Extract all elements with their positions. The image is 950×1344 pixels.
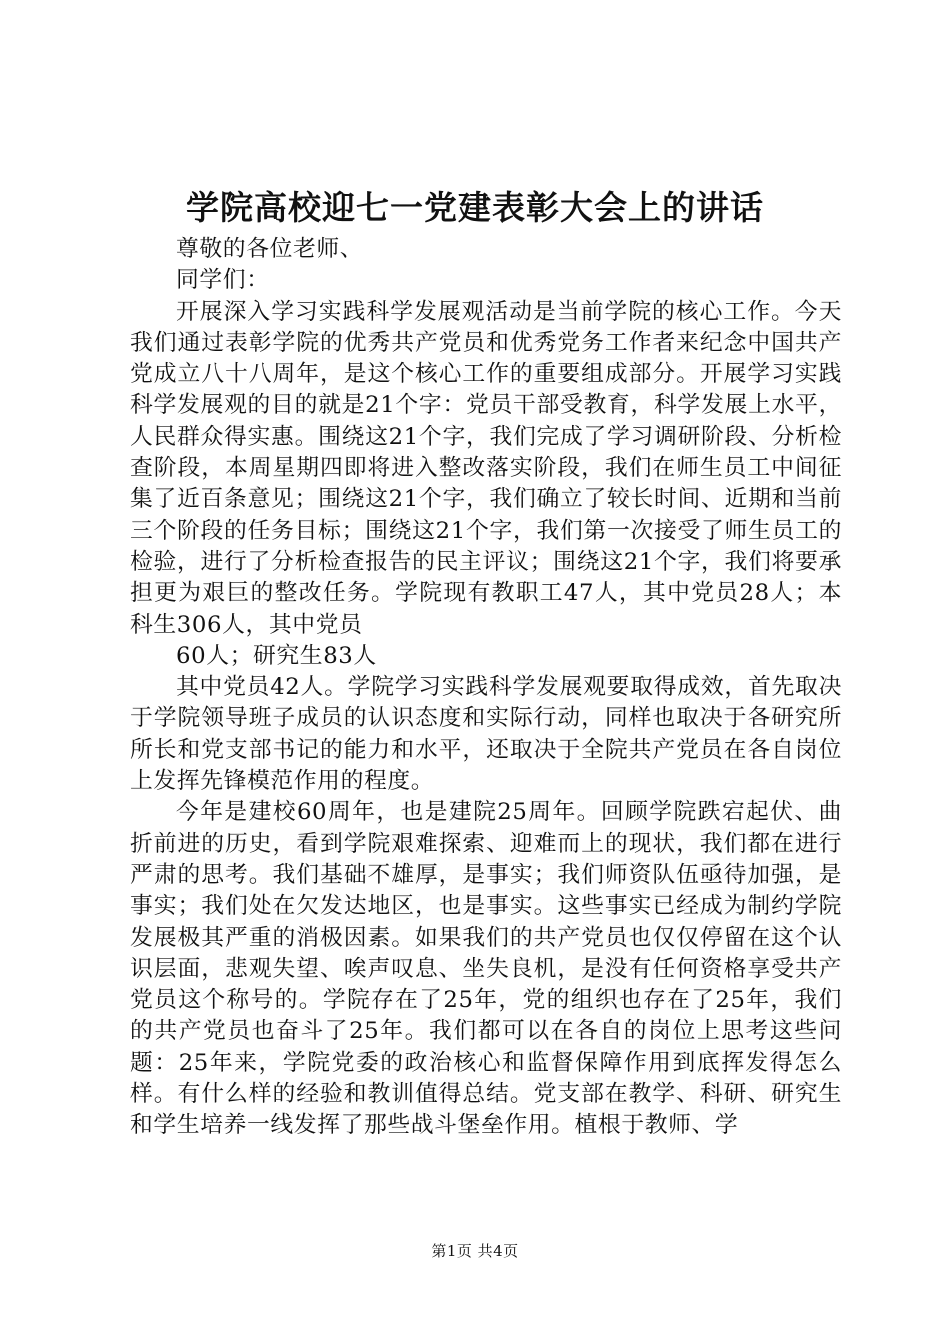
document-title: 学院高校迎七一党建表彰大会上的讲话 [186,188,764,227]
page-footer: 第1页 共4页 [431,1242,519,1260]
document-body [130,234,842,1142]
paragraph-2: 60人；研究生83人 [176,642,377,669]
paragraph-3: 其中党员42人。学院学习实践科学发展观要取得成效，首先取决于学院领导班子成员的认识态度和实际行动，同样也取决于各研究所所长和党支部书记的能力和水平，还取决于全院共产党员在各自岗位上发挥先锋模范作用的程度。 [130,674,842,795]
paragraph-1: 开展深入学习实践科学发展观活动是当前学院的核心工作。今天我们通过表彰学院的优秀共产党员和优秀党务工作者来纪念中国共产党成立八十八周年，是这个核心工作的重要组成部分。开展学习实践科学发展观的目的就是21个字：党员干部受教育，科学发展上水平，人民群众得实惠。围绕这21个字，我们完成了学习调研阶段、分析检查阶段，本周星期四即将进入整改落实阶段，我们在师生员工中间征集了近百条意见；围绕这21个字，我们确立了较长时间、近期和当前三个阶段的任务目标；围绕这21个字，我们第一次接受了师生员工的检验，进行了分析检查报告的民主评议；围绕这21个字，我们将要承担更为艰巨的整改任务。学院现有教职工47人，其中党员28人；本科生306人，其中党员 [130,298,842,638]
salutation-line-2: 同学们： [176,267,270,294]
paragraph-4: 今年是建校60周年，也是建院25周年。回顾学院跌宕起伏、曲折前进的历史，看到学院艰难探索、迎难而上的现状，我们都在进行严肃的思考。我们基础不雄厚，是事实；我们师资队伍亟待加强，是事实；我们处在欠发达地区，也是事实。这些事实已经成为制约学院发展极其严重的消极因素。如果我们的共产党员也仅仅停留在这个认识层面，悲观失望、唉声叹息、坐失良机，是没有任何资格享受共产党员这个称号的。学院存在了25年，党的组织也存在了25年，我们的共产党员也奋斗了25年。我们都可以在各自的岗位上思考这些问题：25年来，学院党委的政治核心和监督保障作用到底挥发得怎么样。有什么样的经验和教训值得总结。党支部在教学、科研、研究生和学生培养一线发挥了那些战斗堡垒作用。植根于教师、学 [130,799,842,1139]
salutation-line-1: 尊敬的各位老师、 [176,236,364,262]
